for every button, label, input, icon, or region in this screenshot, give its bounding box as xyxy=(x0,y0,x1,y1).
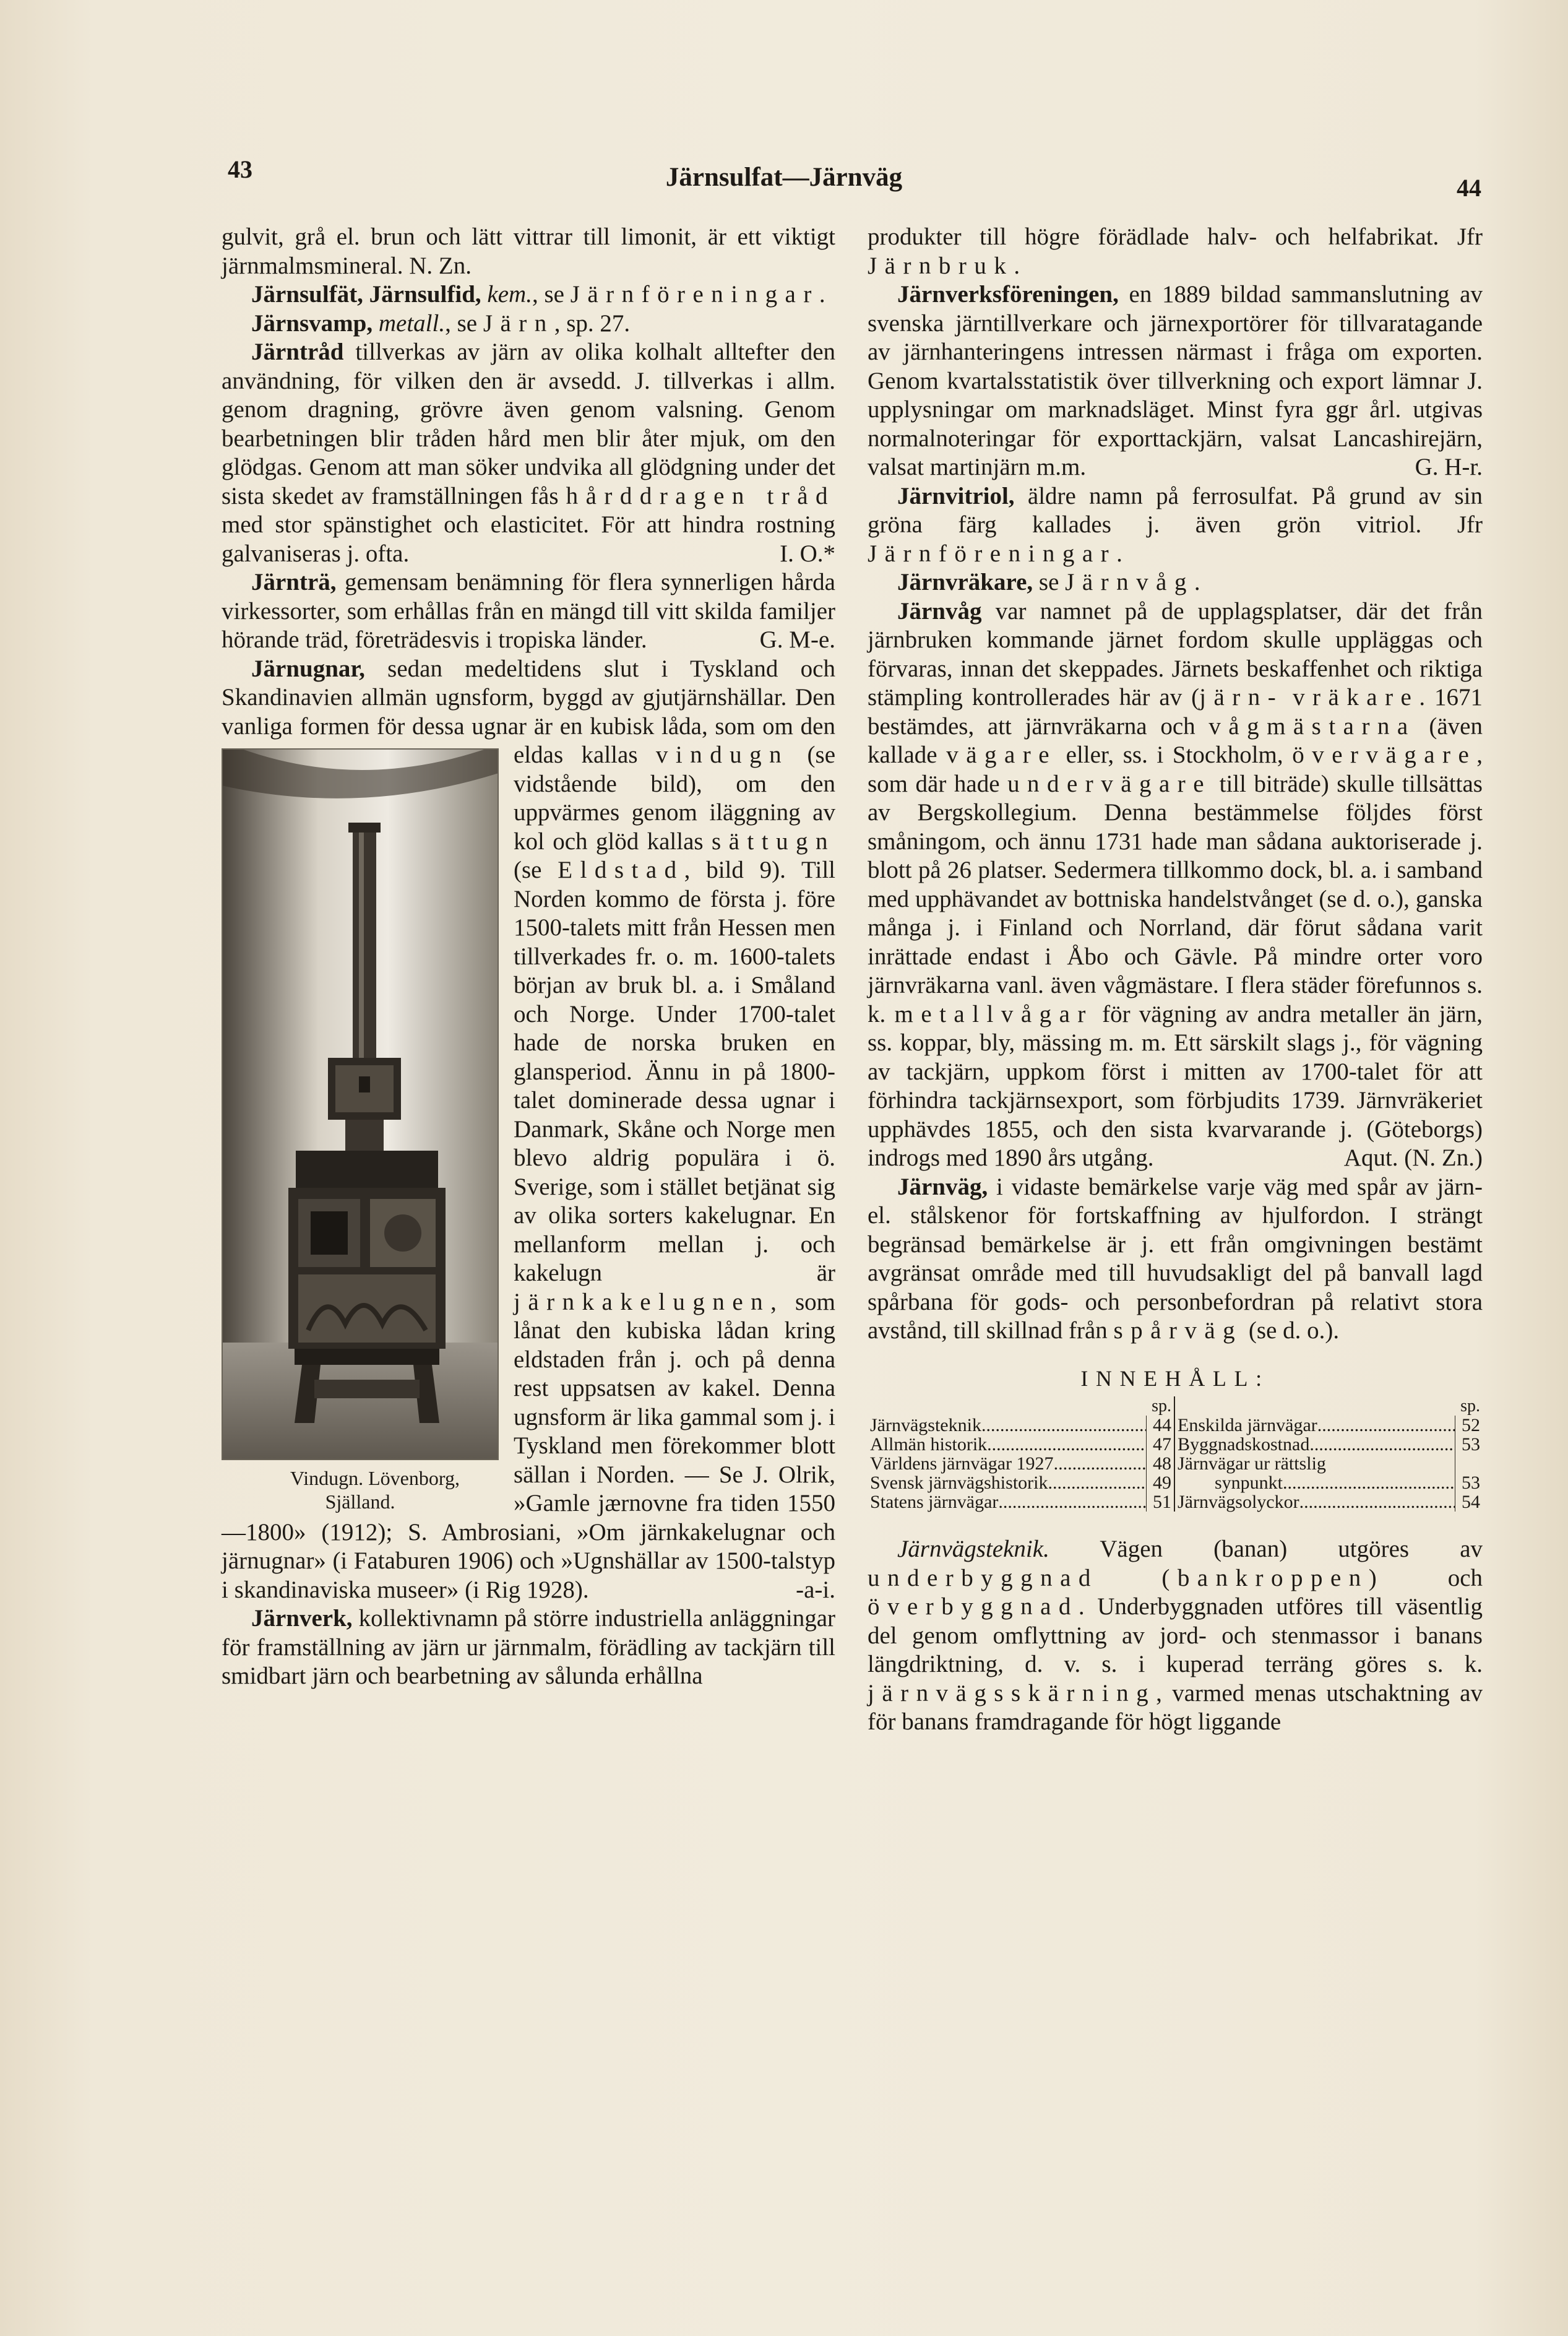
entry-jarnvagsteknik: Järnvägsteknik. Vägen (banan) utgöres av underbyggnad (bankroppen) och överbyggnad. Underbyggnaden utföres till väsentlig del genom omflyttning av jord- och stenmassor i banans längdriktning, d. v. s. i kuperad terräng göres s. k. järnvägsskärning, varmed menas utschaktning av för banans framdragande för högt liggande xyxy=(868,1536,1483,1735)
cross-reference: Järnbruk xyxy=(868,252,1014,279)
entry-jarntrad: Järntråd tillverkas av järn av olika kolhalt alltefter den användning, för vilken den är avsedd. J. tillverkas i allm. genom dragning, grövre även genom valsning. Genom bearbetningen blir tråden hård men blir åter mjuk, om den glödgas. Genom att man söker undvika all glödgning under det sista skedet av framställningen fås hårddragen tråd med stor spänstighet och elasticitet. För att hindra rostning galvaniseras j. ofta. I. O.* xyxy=(222,338,835,568)
entry-jarnverk: Järnverk, kollektivnamn på större industriella anläggningar för framställning av järn ur järnmalm, förädling av tackjärn till smidbart järn och bearbetning av sålunda erhållna xyxy=(222,1605,835,1689)
iron-stove-illustration xyxy=(222,748,499,1460)
entry-jarnvag-weighing: Järnvåg var namnet på de upplagsplatser, där det från järnbruken kommande järnet fordom skulle uppläggas och förvaras, innan det skeppades. Järnets beskaffenhet och riktiga stämpling kontrollerades här av (järn- vräkare. 1671 bestämdes, att järnvräkarna och vågmästarna (även kallade vägare eller, ss. i Stockholm, övervägare, som där hade undervägare till biträde) skulle tillsättas av Bergskollegium. Denna bestämmelse följdes först småningom, och ännu 1731 hade man sådana auktoriserade j. blott på 26 platser. Sedermera tillkommo dock, bl. a. i samband med upphävandet av bottniska handelstvånget (se d. o.), ganska många j. i Finland och Norrland, där förut sådana varit inrättade endast i Åbo och Gävle. På mindre orter voro järnvräkarna vanl. även vågmästare. I flera städer förefunnos s. k. metallvågar för vägning av andra metaller än järn, ss. koppar, bly, mässing m. m. Ett särskilt slags j., för vägning av tackjärn, uppkom först i mitten av 1700-talet för att förhindra tackjärnsexport, som förbjudits 1739. Järnvräkeriet upphävdes 1855, och den sista kvarvarande j. (Göteborgs) indrogs med 1890 års utgång. Aqut. (N. Zn.) xyxy=(868,597,1483,1173)
page-number-left: 43 xyxy=(228,155,252,183)
cross-reference: Järnföreningar xyxy=(868,540,1117,567)
contents-row: Världens järnvägar 1927 ..... 48 xyxy=(870,1454,1171,1473)
author-signature: -a-i. xyxy=(796,1576,835,1603)
left-column xyxy=(222,223,835,1691)
author-signature: G. H-r. xyxy=(1415,454,1483,480)
entry-jarnvitriol: Järnvitriol, äldre namn på ferrosulfat. På grund av sin gröna färg kallades j. även grön vitriol. Jfr Järnföreningar. xyxy=(868,482,1483,567)
entry-continuation: produkter till högre förädlade halv- och helfabrikat. Jfr Järnbruk. xyxy=(868,223,1483,279)
entry-jarnugnar: Järnugnar, sedan medeltidens slut i Tyskland och Skandinavien allmän ugnsform, byggd av gjutjärnshällar. Den vanliga formen för dessa ugnar är en kubisk låda, som om den eldas kallas Vindugn. Lövenborg, Själland. vindugn (se vidstående bild), om den uppvärmes genom iläggning av kol och glöd kallas sättugn (se Eldstad, bild 9). Till Norden kommo de första j. före 1500-talets mitt från Hessen men tillverkades fr. o. m. 1600-talets början av bruk bl. a. i Småland och Norge. Under 1700-talet hade de norska bruken en glansperiod. Ännu in på 1800-talet dominerade dessa ugnar i Danmark, Skåne och Norge men blevo aldrig populära i ö. Sverige, som i stället betjänat sig av olika sorters kakelugnar. En mellanform mellan j. och kakelugn är järnkakelugnen, som lånat den kubiska lådan kring eldstaden från j. och på denna rest uppsatsen av kakel. Denna ugnsform är lika gammal som j. i Tyskland men förekommer blott sällan i Norden. — Se J. Olrik, »Gamle jærnovne fra tiden 1550—1800» (1912); S. Ambrosiani, »Om järnkakelugnar och järnugnar» (i Fataburen 1906) och »Ugnshällar av 1500-talstyp i skandinaviska museer» (i Rig 1928). -a-i. xyxy=(222,655,835,1605)
entry-jarnvag: Järnväg, i vidaste bemärkelse varje väg med spår av järn- el. stålskenor för fortskaffning av hjulfordon. I strängt begränsad bemärkelse är j. ett från omgivningen bestämt avgränsat område med till huvudsakligt del på banvall lagd spårbana för gods- och personbefordran på relativt stora avstånd, till skillnad från spårväg (se d. o.). xyxy=(868,1173,1483,1344)
column-unit-label: sp. xyxy=(1152,1396,1171,1416)
contents-heading: INNEHÅLL: xyxy=(1080,1365,1270,1391)
column-unit-label: sp. xyxy=(1460,1396,1480,1416)
page-number-right: 44 xyxy=(1457,174,1481,202)
figure-caption: Vindugn. Lövenborg, Själland. xyxy=(290,1467,460,1513)
stove-figure xyxy=(222,748,499,1513)
contents-table xyxy=(868,1396,1483,1512)
cross-reference: spårväg xyxy=(1113,1317,1243,1344)
entry-jarnverksforeningen: Järnverksföreningen, en 1889 bildad sammanslutning av svenska järntillverkare och järnexportörer för tillvaratagande av järnhanteringens intressen närmast i fråga om exporten. Genom kvartalsstatistik över tillverkning och export lämnar J. upplysningar om marknadsläget. Minst fyra ggr årl. utgivas normalnoteringar för exporttackjärn, valsat Lancashirejärn, valsat martinjärn m.m. G. H-r. xyxy=(868,280,1483,482)
author-signature: Aqut. (N. Zn.) xyxy=(1343,1144,1483,1171)
entry-jarnsulfat: Järnsulfät, Järnsulfid, kem., se Järnföreningar. xyxy=(251,281,825,308)
cross-reference: Järnföreningar xyxy=(570,281,819,308)
contents-column-right xyxy=(1175,1396,1483,1512)
contents-column-left xyxy=(868,1396,1175,1512)
cross-reference: Järnvåg xyxy=(1065,569,1194,595)
contents-row: Svensk järnvägshistorik ..... 49 xyxy=(870,1473,1171,1492)
right-column xyxy=(868,223,1483,1737)
entry-continuation: gulvit, grå el. brun och lätt vittrar till limonit, är ett viktigt järnmalmsmineral. N. Zn. xyxy=(222,223,835,279)
page-header xyxy=(0,155,1568,202)
author-signature: G. M-e. xyxy=(759,626,835,653)
running-head: Järnsulfat—Järnväg xyxy=(665,163,903,192)
contents-row: Järnvägar ur rättslig xyxy=(1178,1454,1480,1473)
author-signature: I. O.* xyxy=(780,540,835,567)
cross-reference: Järn xyxy=(483,309,554,337)
cross-reference: Eldstad xyxy=(558,857,684,883)
entry-jarnvrakare: Järnvräkare, se Järnvåg. xyxy=(897,569,1200,595)
contents-row: Järnvägsteknik ..... 44 xyxy=(870,1416,1171,1435)
contents-row: Järnvägsolyckor ..... 54 xyxy=(1178,1492,1480,1512)
contents-row: Statens järnvägar ..... 51 xyxy=(870,1492,1171,1512)
entry-jarntra: Järnträ, gemensam benämning för flera synnerligen hårda virkessorter, som erhållas från en mängd till vitt skilda familjer hörande träd, företrädesvis i tropiska länder. G. M-e. xyxy=(222,568,835,655)
contents-row: Allmän historik ..... 47 xyxy=(870,1435,1171,1454)
entry-jarnsvamp: Järnsvamp, metall., se Järn, sp. 27. xyxy=(251,309,631,337)
contents-row: Enskilda järnvägar ..... 52 xyxy=(1178,1416,1480,1435)
contents-row: synpunkt ..... 53 xyxy=(1178,1473,1480,1492)
contents-row: Byggnadskostnad ..... 53 xyxy=(1178,1435,1480,1454)
